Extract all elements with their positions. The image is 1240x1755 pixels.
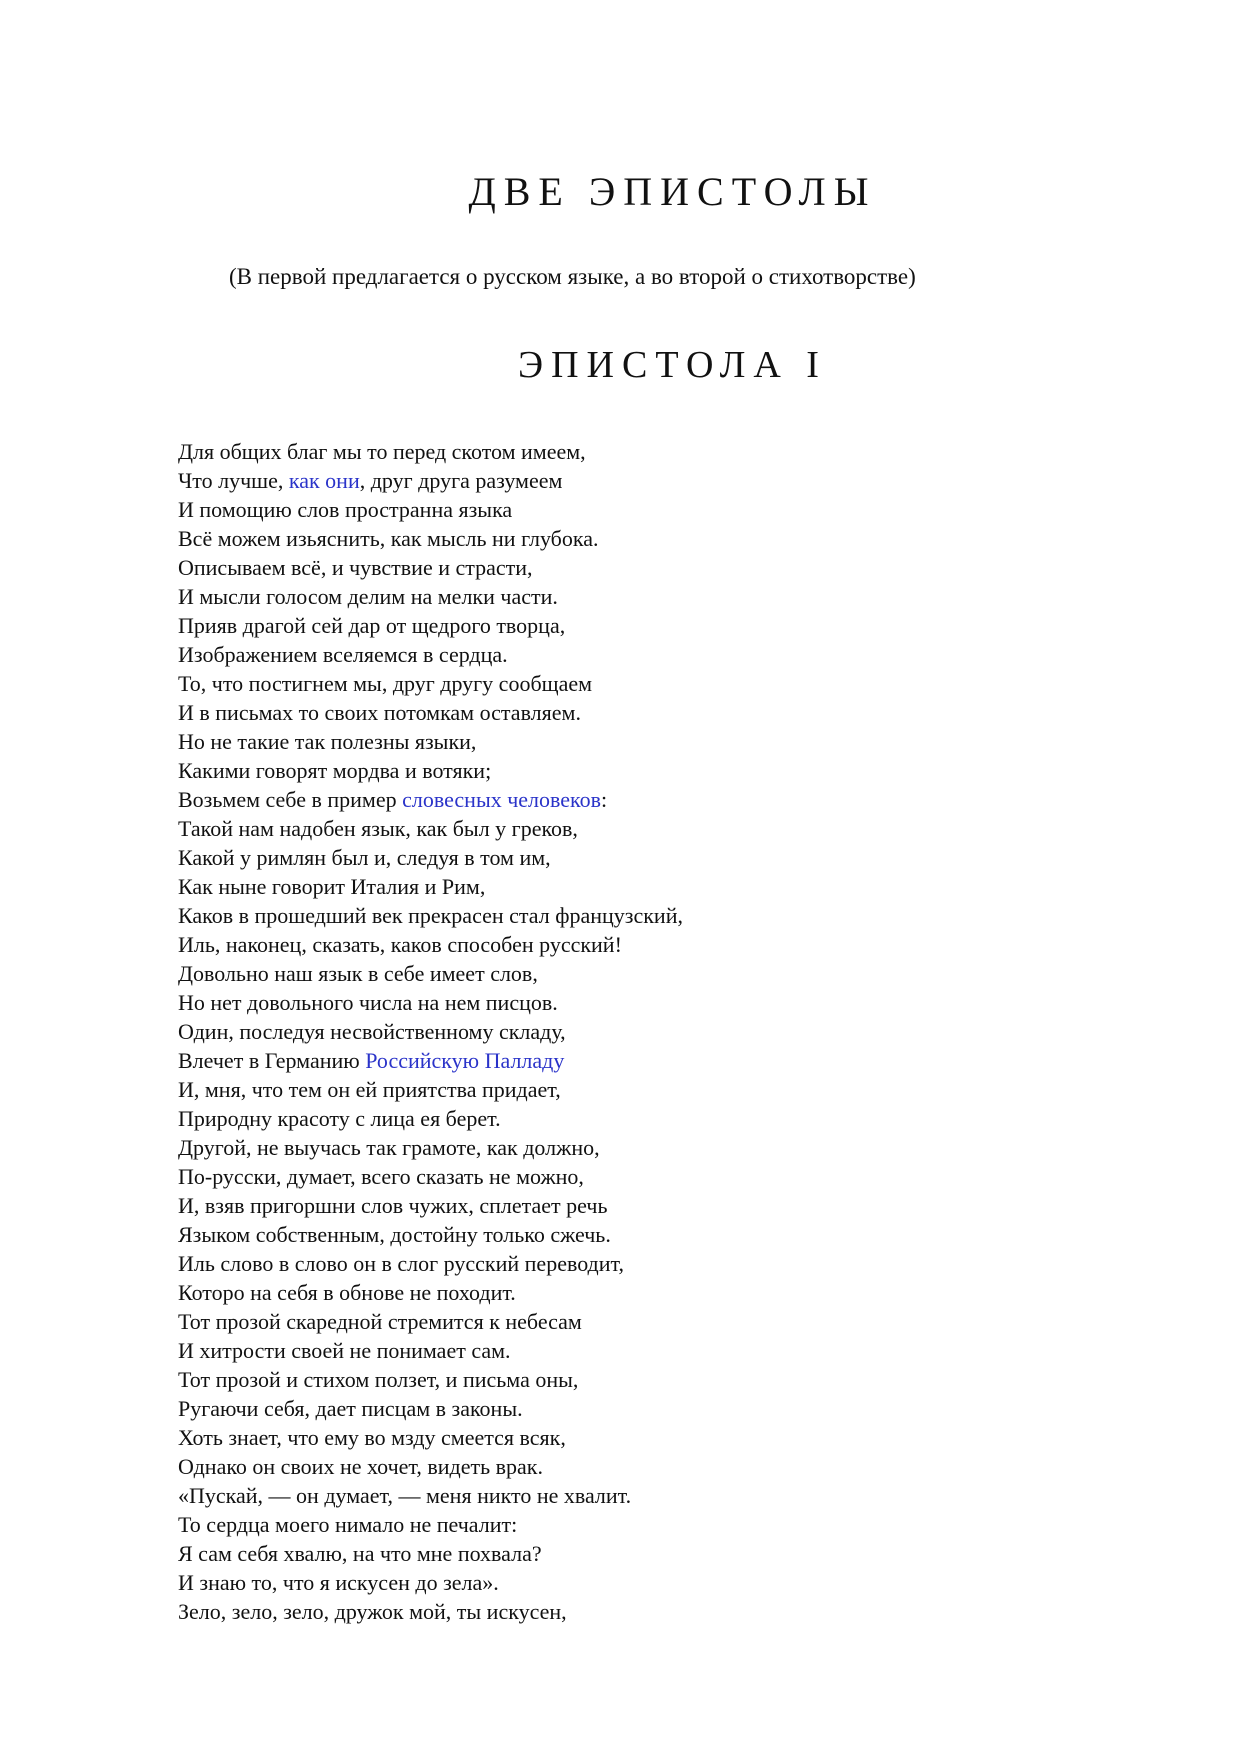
poem-line — [178, 495, 683, 524]
poem-line — [178, 466, 683, 495]
poem-line — [178, 1539, 683, 1568]
poem-line — [178, 611, 683, 640]
poem-line — [178, 1510, 683, 1539]
poem-text-segment: То сердца моего нимало не печалит: — [178, 1512, 518, 1537]
poem-text-segment: Но не такие так полезны языки, — [178, 729, 477, 754]
poem-text-segment: Как ныне говорит Италия и Рим, — [178, 874, 486, 899]
poem-text-segment: И хитрости своей не понимает сам. — [178, 1338, 511, 1363]
poem-text-segment: Какой у римлян был и, следуя в том им, — [178, 845, 551, 870]
poem-text-segment: Прияв драгой сей дар от щедрого творца, — [178, 613, 566, 638]
poem-text-segment: : — [601, 787, 608, 812]
poem-text-segment: Влечет в Германию — [178, 1048, 366, 1073]
poem-line — [178, 1307, 683, 1336]
poem-text — [178, 437, 683, 1626]
poem-line — [178, 553, 683, 582]
poem-line — [178, 959, 683, 988]
poem-line — [178, 872, 683, 901]
document-title: ДВЕ ЭПИСТОЛЫ — [468, 169, 877, 214]
poem-text-segment: Какими говорят мордва и вотяки; — [178, 758, 492, 783]
poem-text-segment: Но нет довольного числа на нем писцов. — [178, 990, 558, 1015]
poem-text-segment: Изображением вселяемся в сердца. — [178, 642, 508, 667]
poem-text-segment: И знаю то, что я искусен до зела». — [178, 1570, 499, 1595]
poem-line — [178, 1278, 683, 1307]
poem-text-segment: Тот прозой и стихом ползет, и письма оны, — [178, 1367, 579, 1392]
poem-line — [178, 698, 683, 727]
inline-link[interactable]: как они — [288, 468, 360, 493]
poem-text-segment: Каков в прошедший век прекрасен стал французский, — [178, 903, 683, 928]
poem-text-segment: Для общих благ мы то перед скотом имеем, — [178, 439, 586, 464]
poem-line — [178, 1075, 683, 1104]
poem-text-segment: Природну красоту с лица ея берет. — [178, 1106, 501, 1131]
poem-line — [178, 1365, 683, 1394]
poem-line — [178, 640, 683, 669]
poem-text-segment: Один, последуя несвойственному складу, — [178, 1019, 566, 1044]
poem-line — [178, 843, 683, 872]
poem-line — [178, 1104, 683, 1133]
poem-line — [178, 1452, 683, 1481]
poem-line — [178, 814, 683, 843]
poem-line — [178, 901, 683, 930]
poem-line — [178, 524, 683, 553]
inline-link[interactable]: Российскую Палладу — [365, 1048, 565, 1073]
poem-line — [178, 1336, 683, 1365]
poem-text-segment: То, что постигнем мы, друг другу сообщаем — [178, 671, 593, 696]
poem-text-segment: Всё можем изьяснить, как мысль ни глубока. — [178, 526, 599, 551]
section-title: ЭПИСТОЛА I — [518, 344, 827, 386]
poem-line — [178, 1162, 683, 1191]
poem-text-segment: Иль, наконец, сказать, каков способен русский! — [178, 932, 622, 957]
poem-text-segment: И в письмах то своих потомкам оставляем. — [178, 700, 581, 725]
poem-line — [178, 437, 683, 466]
poem-text-segment: Ругаючи себя, дает писцам в законы. — [178, 1396, 523, 1421]
poem-line — [178, 785, 683, 814]
poem-line — [178, 1133, 683, 1162]
poem-text-segment: Описываем всё, и чувствие и страсти, — [178, 555, 533, 580]
poem-line — [178, 1394, 683, 1423]
poem-line — [178, 930, 683, 959]
poem-line — [178, 1568, 683, 1597]
poem-text-segment: И, мня, что тем он ей приятства придает, — [178, 1077, 561, 1102]
poem-line — [178, 669, 683, 698]
poem-text-segment: Хоть знает, что ему во мзду смеется всяк, — [178, 1425, 566, 1450]
poem-text-segment: И помощию слов пространна языка — [178, 497, 513, 522]
poem-text-segment: Такой нам надобен язык, как был у греков, — [178, 816, 578, 841]
poem-line — [178, 1017, 683, 1046]
poem-line — [178, 1481, 683, 1510]
poem-line — [178, 756, 683, 785]
poem-text-segment: «Пускай, — он думает, — меня никто не хвалит. — [178, 1483, 632, 1508]
poem-text-segment: Я сам себя хвалю, на что мне похвала? — [178, 1541, 542, 1566]
poem-text-segment: Тот прозой скаредной стремится к небесам — [178, 1309, 582, 1334]
poem-text-segment: Возьмем себе в пример — [178, 787, 403, 812]
poem-text-segment: И мысли голосом делим на мелки части. — [178, 584, 558, 609]
poem-line — [178, 1423, 683, 1452]
poem-text-segment: Иль слово в слово он в слог русский переводит, — [178, 1251, 624, 1276]
poem-line — [178, 727, 683, 756]
poem-text-segment: Что лучше, — [178, 468, 289, 493]
poem-text-segment: Однако он своих не хочет, видеть врак. — [178, 1454, 543, 1479]
poem-line — [178, 988, 683, 1017]
poem-text-segment: Другой, не выучась так грамоте, как должно, — [178, 1135, 600, 1160]
poem-text-segment: Довольно наш язык в себе имеет слов, — [178, 961, 538, 986]
inline-link[interactable]: словесных человеков — [402, 787, 602, 812]
poem-text-segment: И, взяв пригоршни слов чужих, сплетает речь — [178, 1193, 608, 1218]
poem-line — [178, 1597, 683, 1626]
poem-line — [178, 1046, 683, 1075]
poem-text-segment: Которо на себя в обнове не походит. — [178, 1280, 516, 1305]
poem-line — [178, 1191, 683, 1220]
document-subtitle: (В первой предлагается о русском языке, а во второй о стихотворстве) — [229, 264, 916, 289]
poem-text-segment: Языком собственным, достойну только сжечь. — [178, 1222, 611, 1247]
poem-line — [178, 582, 683, 611]
poem-text-segment: Зело, зело, зело, дружок мой, ты искусен, — [178, 1599, 567, 1624]
poem-line — [178, 1220, 683, 1249]
poem-text-segment: , друг друга разумеем — [359, 468, 563, 493]
poem-text-segment: По-русски, думает, всего сказать не можно, — [178, 1164, 584, 1189]
poem-line — [178, 1249, 683, 1278]
